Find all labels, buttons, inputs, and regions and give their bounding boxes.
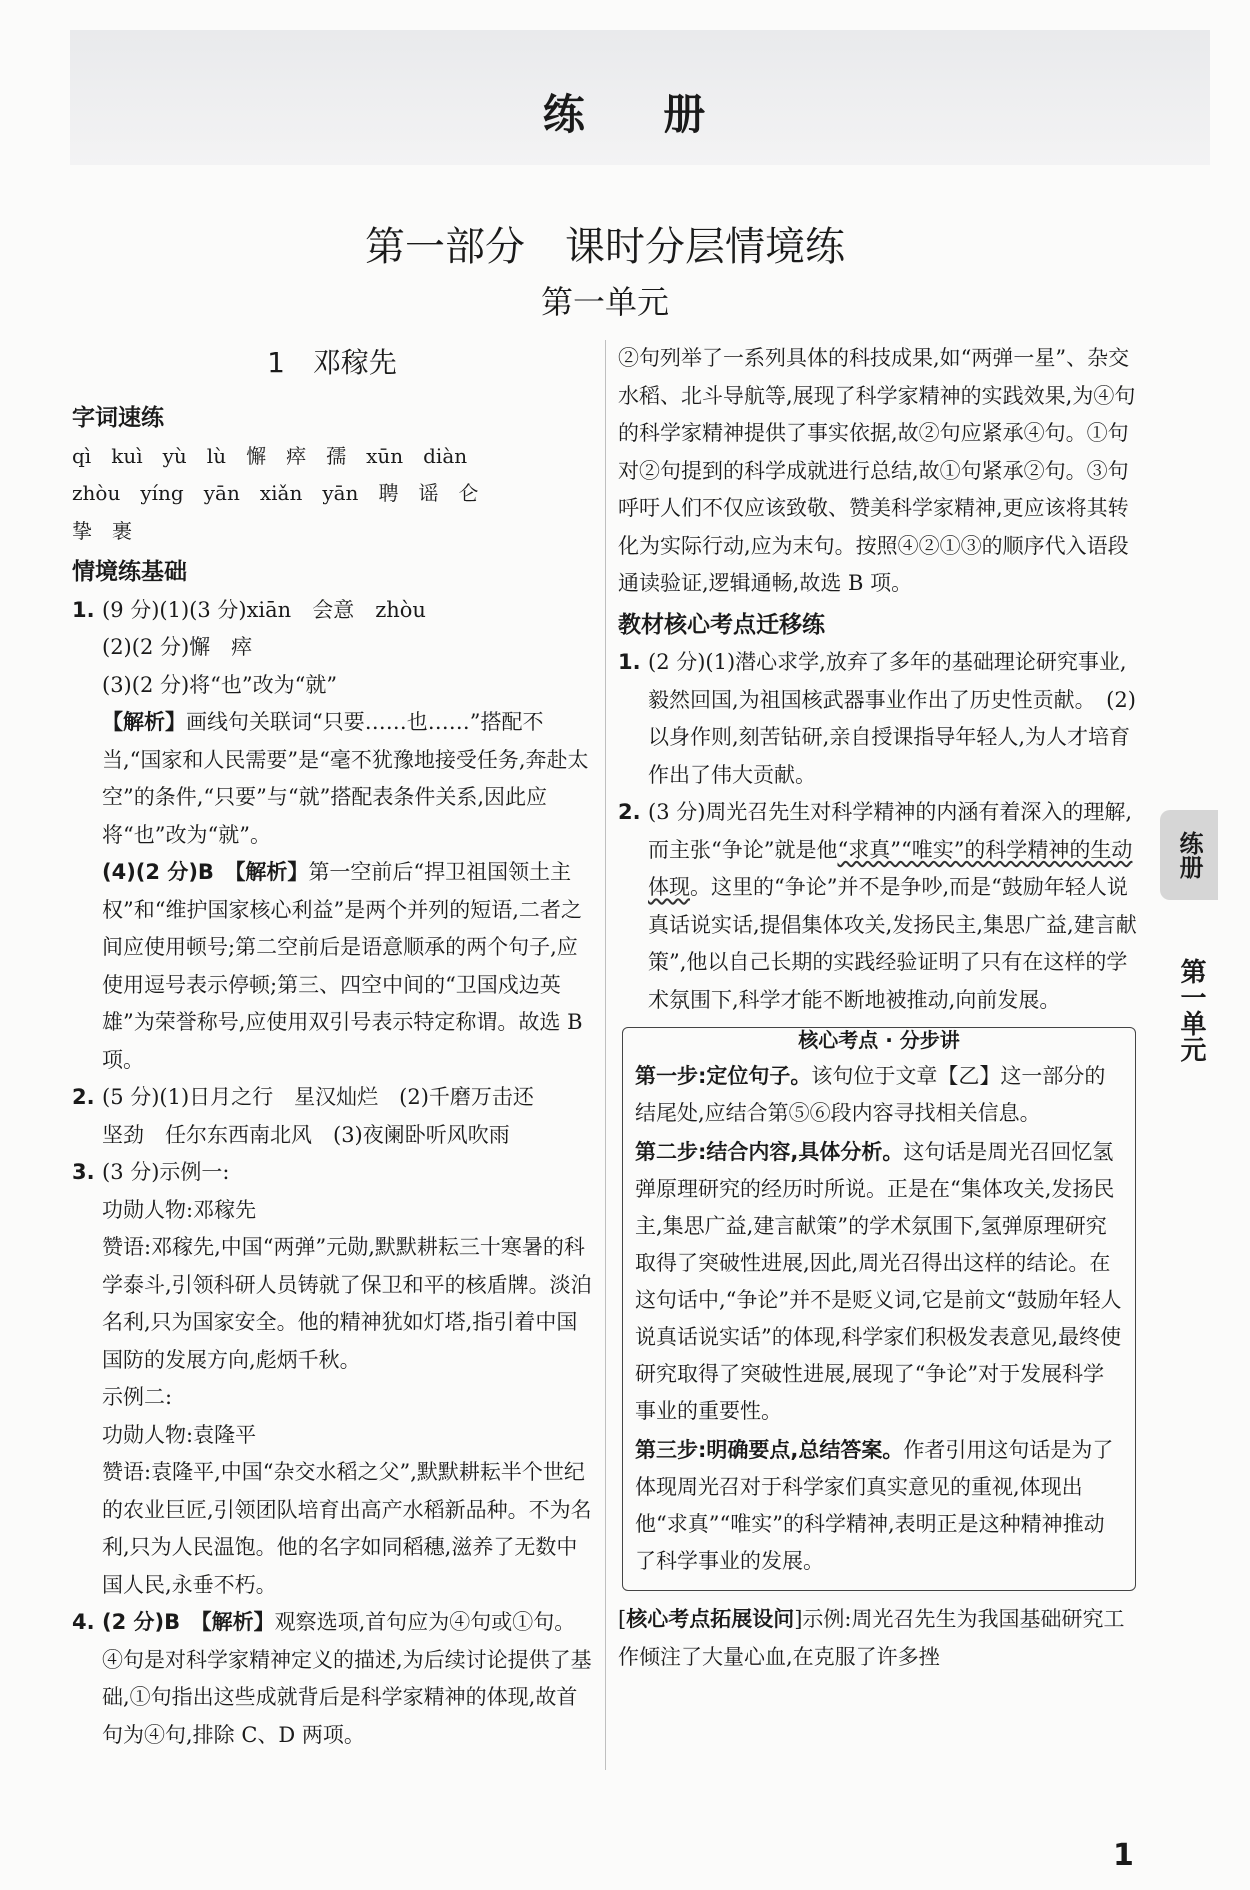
question-number: 1. — [72, 597, 95, 622]
answer-line: (3 分)示例一: — [102, 1160, 230, 1184]
step-label: 第三步:明确要点,总结答案。 — [635, 1438, 904, 1462]
page-number: 1 — [1113, 1838, 1134, 1873]
step-text: 该句位于文章【乙】这一部分的结尾处,应结合第⑤⑥段内容寻找相关信息。 — [635, 1064, 1106, 1125]
extension-question: [核心考点拓展设问]示例:周光召先生为我国基础研究工作倾注了大量心血,在克服了许多挫 — [618, 1607, 1125, 1669]
lesson-title: 1 邓稼先 — [267, 346, 397, 379]
transfer-question-2 — [618, 794, 1140, 1019]
question-4 — [72, 1604, 592, 1754]
step-text: 作者引用这句话是为了体现周光召对于科学家们真实意见的重视,体现出他“求真”“唯实”的科学精神,表明正是这种精神推动了科学事业的发展。 — [635, 1438, 1114, 1573]
pinyin-item: 裹 — [112, 518, 132, 543]
question-3 — [72, 1154, 592, 1604]
step-2 — [635, 1134, 1125, 1430]
answer-text — [648, 794, 1140, 1019]
pinyin-item: qì — [72, 443, 92, 468]
pinyin-item: 懈 — [246, 443, 267, 468]
pinyin-item: 挚 — [72, 518, 92, 543]
side-tab-unit: 第一单元 — [1176, 958, 1206, 1062]
pinyin-line — [72, 475, 592, 513]
answer-line: 赞语:袁隆平,中国“杂交水稻之父”,默默耕耘半个世纪的农业巨匠,引领团队培育出高产水稻新品种。不为名利,只为人民温饱。他的名字如同稻穗,滋养了无数中国人民,永垂不朽。 — [102, 1460, 592, 1597]
pinyin-item: 聘 — [378, 481, 399, 505]
section-heading-basic: 情境练基础 — [72, 559, 187, 585]
right-column — [618, 340, 1140, 1676]
sub-answer: (4)(2 分)B — [102, 860, 214, 884]
left-column — [72, 340, 592, 1754]
analysis-tag: 【解析】 — [234, 860, 309, 884]
step-3 — [635, 1432, 1125, 1580]
section-heading-words: 字词速练 — [72, 405, 164, 431]
step-1 — [635, 1058, 1125, 1132]
question-2 — [72, 1079, 592, 1154]
continuation-text: ②句列举了一系列具体的科技成果,如“两弹一星”、杂交水稻、北斗导航等,展现了科学家精神的实践效果,为④句的科学家精神提供了事实依据,故②句应紧承④句。①句对②句提到的科学成就进行总结,故①句紧承②句。③句呼吁人们不仅应该致敬、赞美科学家精神,更应该将其转化为实际行动,应为末句。按照④②①③的顺序代入语段通读验证,逻辑通畅,故选 B 项。 — [618, 346, 1136, 595]
pinyin-item: yān — [322, 481, 359, 505]
core-points-box — [622, 1027, 1136, 1591]
sub-answer: (2 分)B — [102, 1610, 181, 1634]
analysis — [102, 704, 592, 854]
header-band — [70, 30, 1210, 165]
pinyin-item: 谣 — [418, 481, 439, 505]
answer-line: 示例二: — [102, 1385, 173, 1409]
pinyin-line — [72, 438, 592, 476]
answer-line: 赞语:邓稼先,中国“两弹”元勋,默默耕耘三十寒暑的科学泰斗,引领科研人员铸就了保卫和平的核盾牌。淡泊名利,只为国家安全。他的精神犹如灯塔,指引着中国国防的发展方向,彪炳千秋。 — [102, 1235, 592, 1372]
answer-line: (3)(2 分)将“也”改为“就” — [102, 672, 338, 697]
pinyin-item: yān — [203, 481, 240, 505]
pinyin-item: diàn — [423, 443, 468, 468]
question-number: 4. — [72, 1610, 95, 1634]
step-label: 第二步:结合内容,具体分析。 — [635, 1140, 904, 1164]
box-title-wrap — [623, 1022, 1135, 1059]
answer-line: (9 分)(1)(3 分)xiān 会意 zhòu — [102, 597, 426, 622]
analysis — [102, 1604, 592, 1754]
pinyin-item: 瘁 — [286, 443, 307, 468]
analysis — [102, 854, 592, 1079]
analysis-tag: 【解析】 — [201, 1610, 275, 1634]
unit-title: 第一单元 — [540, 283, 669, 321]
section-heading-transfer: 教材核心考点迁移练 — [618, 611, 825, 638]
answer-line: 功勋人物:袁隆平 — [102, 1422, 257, 1447]
analysis-text: 画线句关联词“只要……也……”搭配不当,“国家和人民需要”是“毫不犹豫地接受任务,奔赴太空”的条件,“只要”与“就”搭配表条件关系,因此应将“也”改为“就”。 — [102, 710, 589, 847]
answer-line: 功勋人物:邓稼先 — [102, 1197, 257, 1222]
analysis-tag: 【解析】 — [102, 710, 186, 734]
answer-text-post: 。这里的“争论”并不是争吵,而是“鼓励年轻人说真话说实话,提倡集体攻关,发扬民主,集思广益,建言献策”,他以自己长期的实践经验证明了只有在这样的学术氛围下,科学才能不断地被推动,向前发展。 — [648, 875, 1137, 1012]
pinyin-item: yù — [162, 443, 187, 468]
question-number: 3. — [72, 1160, 95, 1184]
answer-text-pre: (3 分)周光召先生对科学精神的内涵有着深入的理解,而主张“争论”就是他 — [648, 800, 1133, 862]
step-label: 第一步:定位句子。 — [635, 1064, 812, 1088]
book-title: 练 册 — [542, 90, 738, 139]
transfer-question-1 — [618, 644, 1140, 794]
question-number: 1. — [618, 650, 641, 674]
pinyin-item: lù — [206, 443, 227, 468]
column-divider — [605, 340, 606, 1770]
step-text: 这句话是周光召回忆氢弹原理研究的经历时所说。正是在“集体攻关,发扬民主,集思广益,建言献策”的学术氛围下,氢弹原理研究取得了突破性进展,因此,周光召得出这样的结论。在这句话中,“争论”并不是贬义词,它是前文“鼓励年轻人说真话说实话”的体现,科学家们积极发表意见,最终使研究取得了突破性进展,展现了“争论”对于发展科学事业的重要性。 — [635, 1140, 1122, 1423]
answer-text: (2 分)(1)潜心求学,放弃了多年的基础理论研究事业,毅然回国,为祖国核武器事业作出了历史性贡献。 (2)以身作则,刻苦钻研,亲自授课指导年轻人,为人才培育作出了伟大贡献。 — [648, 650, 1136, 787]
answer-line: (5 分)(1)日月之行 星汉灿烂 (2)千磨万击还 — [102, 1085, 534, 1109]
pinyin-line — [72, 513, 592, 551]
question-1 — [72, 592, 592, 1080]
extension-text: 示例:周光召先生为我国基础研究工作倾注了大量心血,在克服了许多挫 — [618, 1607, 1125, 1669]
pinyin-item: xiǎn — [259, 481, 303, 505]
answer-line: 坚劲 任尔东西南北风 (3)夜阑卧听风吹雨 — [102, 1122, 510, 1147]
wavy-underlined-text: “求真”“唯实”的科学精神的生动体现 — [648, 837, 1133, 899]
pinyin-item: kuì — [111, 443, 143, 468]
extension-label: 核心考点拓展设问 — [626, 1607, 795, 1631]
part-title: 第一部分 课时分层情境练 — [365, 224, 845, 270]
pinyin-item: yíng — [140, 481, 184, 505]
side-tab-workbook: 练册 — [1160, 810, 1218, 900]
pinyin-item: 仑 — [458, 481, 479, 505]
analysis-text: 第一空前后“捍卫祖国领土主权”和“维护国家核心利益”是两个并列的短语,二者之间应使用顿号;第二空前后是语意顺承的两个句子,应使用逗号表示停顿;第三、四空中间的“卫国戍边英雄”为荣誉称号,应使用双引号表示特定称谓。故选 B 项。 — [102, 860, 583, 1072]
pinyin-item: zhòu — [72, 481, 121, 505]
box-title: 核心考点 · 分步讲 — [788, 1028, 970, 1052]
question-number: 2. — [618, 800, 641, 824]
question-number: 2. — [72, 1085, 95, 1109]
pinyin-item: xūn — [366, 443, 404, 468]
answer-line: (2)(2 分)懈 瘁 — [102, 635, 253, 659]
pinyin-item: 孺 — [326, 443, 347, 468]
analysis-text: 观察选项,首句应为④句或①句。④句是对科学家精神定义的描述,为后续讨论提供了基础,①句指出这些成就背后是科学家精神的体现,故首句为④句,排除 C、D 两项。 — [102, 1610, 592, 1747]
